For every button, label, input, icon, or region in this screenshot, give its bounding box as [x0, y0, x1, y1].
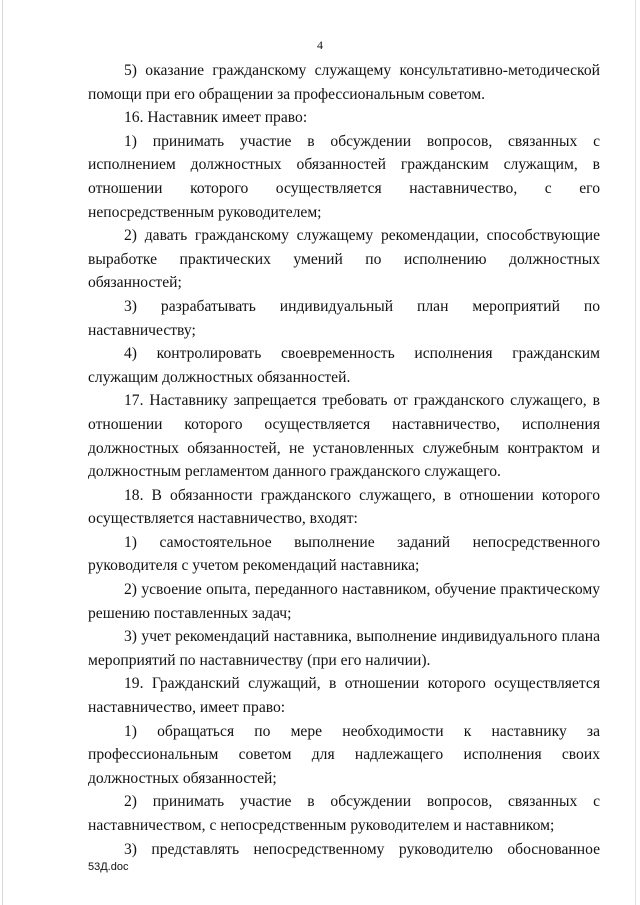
paragraph-18-1: 1) самостоятельное выполнение заданий непосредственного руководителя с учетом рекомендаций наставника; — [88, 533, 600, 575]
paragraph-19-3: 3) представлять непосредственному руководителю обоснованное — [124, 840, 600, 858]
paragraph-19-heading: 19. Гражданский служащий, в отношении которого осуществляется наставничество, имеет право: — [88, 675, 600, 717]
paragraph-18-3: 3) учет рекомендаций наставника, выполнение индивидуального плана мероприятий по наставничеству (при его наличии). — [88, 628, 600, 669]
paragraph-18-heading: 18. В обязанности гражданского служащего, в отношении которого осуществляется наставничество, входят: — [88, 486, 600, 528]
paragraph-15-5: 5) оказание гражданскому служащему консультативно-методической помощи при его обращении за профессиональным советом. — [88, 62, 600, 103]
page-number: 4 — [317, 38, 323, 52]
paragraph-17: 17. Наставнику запрещается требовать от гражданского служащего, в отношении которого осуществляется наставничество, исполнения должностных обязанностей, не установленных служебным контрактом и должностным регламентом данного гражданского служащего. — [88, 392, 600, 481]
paragraph-16-3: 3) разрабатывать индивидуальный план мероприятий по наставничеству; — [88, 297, 600, 339]
file-name-footer: 53Д.doc — [88, 861, 129, 873]
paragraph-19-1: 1) обращаться по мере необходимости к наставнику за профессиональным советом для надлежащего исполнения своих должностных обязанностей; — [88, 722, 600, 787]
paragraph-16-1: 1) принимать участие в обсуждении вопросов, связанных с исполнением должностных обязанностей гражданским служащим, в отношении которого осуществляется наставничество, с его непосредственным руководителем; — [88, 132, 600, 221]
document-body — [88, 59, 600, 861]
paragraph-18-2: 2) усвоение опыта, переданного наставником, обучение практическому решению поставленных задач; — [88, 581, 600, 622]
paragraph-16-heading: 16. Наставник имеет право: — [124, 109, 308, 127]
paragraph-16-4: 4) контролировать своевременность исполнения гражданским служащим должностных обязанностей. — [88, 345, 600, 386]
scan-right-edge — [635, 0, 636, 905]
paragraph-19-2: 2) принимать участие в обсуждении вопросов, связанных с наставничеством, с непосредственным руководителем и наставником; — [88, 793, 600, 834]
scan-left-edge — [2, 0, 3, 905]
paragraph-16-2: 2) давать гражданскому служащему рекомендации, способствующие выработке практических умений по исполнению должностных обязанностей; — [88, 227, 600, 292]
